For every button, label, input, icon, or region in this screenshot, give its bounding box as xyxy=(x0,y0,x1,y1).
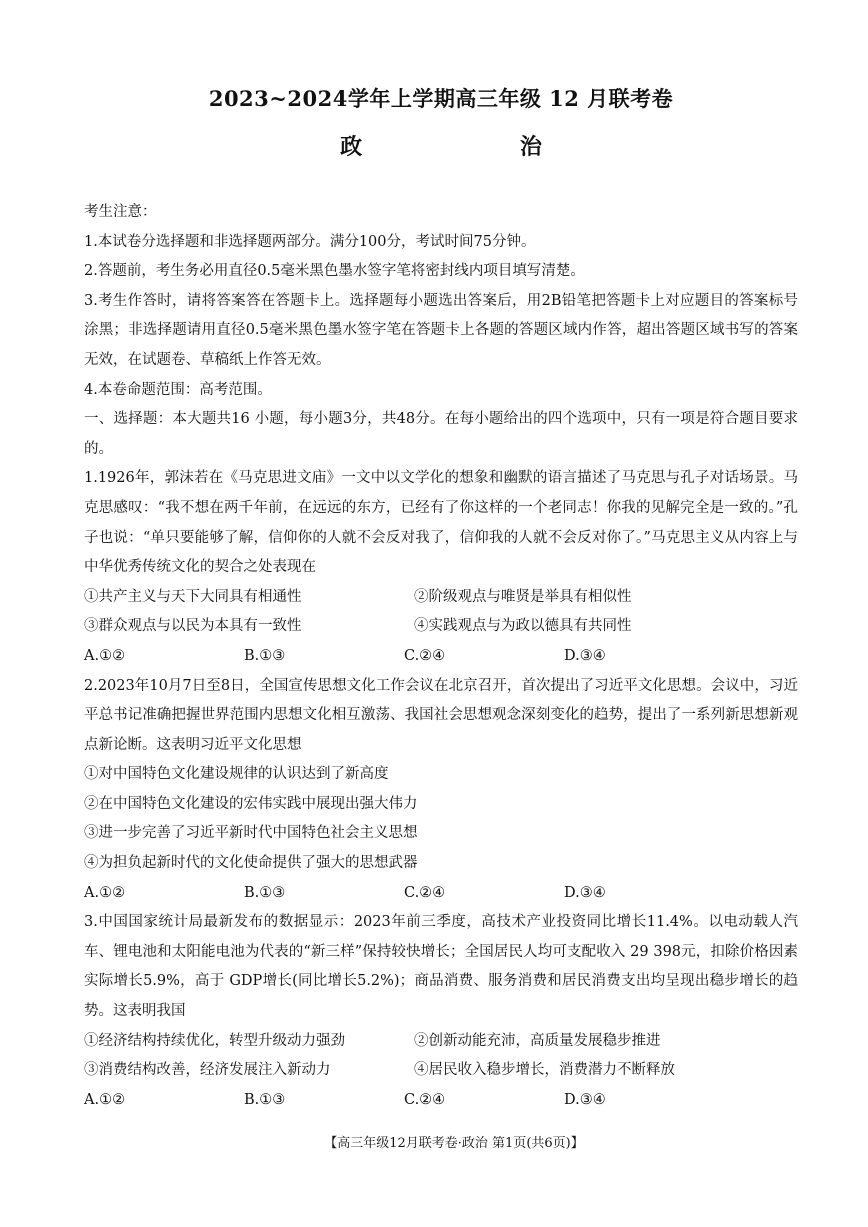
subject-title: 政 治 xyxy=(340,134,602,160)
question-stem: 2.2023年10月7日至8日，全国宣传思想文化工作会议在北京召开，首次提出了习近平文化思想。会议中，习近平总书记准确把握世界范围内思想文化相互激荡、我国社会思想观念深刻变化的趋势，提出了一系列新思想新观点新论断。这表明习近平文化思想 xyxy=(84,677,798,753)
statement: ②在中国特色文化建设的宏伟实践中展现出强大伟力 xyxy=(84,795,418,812)
question-2 xyxy=(84,672,798,909)
choice-d: D.③④ xyxy=(564,647,606,664)
choice-b: B.①③ xyxy=(244,647,286,664)
statement: ④为担负起新时代的文化使命提供了强大的思想武器 xyxy=(84,855,418,872)
page-footer: 【高三年级12月联考卷·政治 第1页(共6页)】 xyxy=(324,1136,584,1151)
statement: ④实践观点与为政以德具有共同性 xyxy=(414,618,632,635)
choice-b: B.①③ xyxy=(244,1091,286,1108)
choice-d: D.③④ xyxy=(564,1091,606,1108)
question-1 xyxy=(84,464,798,671)
statement-row xyxy=(84,1027,798,1057)
notice-item: 4.本卷命题范围：高考范围。 xyxy=(84,381,272,398)
choice-d: D.③④ xyxy=(564,884,606,901)
choice-c: C.②④ xyxy=(404,884,446,901)
statement: ②创新动能充沛，高质量发展稳步推进 xyxy=(414,1032,661,1049)
exam-title: 2023~2024学年上学期高三年级 12 月联考卷 xyxy=(208,86,674,111)
statement: ③进一步完善了习近平新时代中国特色社会主义思想 xyxy=(84,825,418,842)
section-heading: 一、选择题：本大题共16 小题，每小题3分，共48分。在每小题给出的四个选项中，只有一项是符合题目要求的。 xyxy=(84,411,798,457)
choice-a: A.①② xyxy=(84,647,126,664)
statement-row xyxy=(84,583,798,613)
choice-row xyxy=(84,642,798,672)
choice-a: A.①② xyxy=(84,884,126,901)
notice-item: 1.本试卷分选择题和非选择题两部分。满分100分，考试时间75分钟。 xyxy=(84,233,536,250)
choice-b: B.①③ xyxy=(244,884,286,901)
question-3 xyxy=(84,908,798,1115)
notice-item: 3.考生作答时，请将答案答在答题卡上。选择题每小题选出答案后，用2B铅笔把答题卡上对应题目的答案标号涂黑；非选择题请用直径0.5毫米黑色墨水签字笔在答题卡上各题的答题区域内作答，超出答题区域书写的答案无效，在试题卷、草稿纸上作答无效。 xyxy=(84,292,798,368)
notice-heading: 考生注意： xyxy=(84,204,157,220)
statement: ③群众观点与以民为本具有一致性 xyxy=(84,618,302,635)
choice-c: C.②④ xyxy=(404,647,446,664)
statement: ④居民收入稳步增长，消费潜力不断释放 xyxy=(414,1062,675,1079)
choice-row xyxy=(84,1086,798,1116)
statement: ①对中国特色文化建设规律的认识达到了新高度 xyxy=(84,766,389,783)
choice-c: C.②④ xyxy=(404,1091,446,1108)
statement: ③消费结构改善，经济发展注入新动力 xyxy=(84,1062,331,1079)
statement: ①经济结构持续优化，转型升级动力强劲 xyxy=(84,1032,345,1049)
notice-block xyxy=(84,198,798,405)
statement: ①共产主义与天下大同具有相通性 xyxy=(84,588,302,605)
choice-row xyxy=(84,879,798,909)
statement-row xyxy=(84,1056,798,1086)
choice-a: A.①② xyxy=(84,1091,126,1108)
statement-row xyxy=(84,612,798,642)
statement: ②阶级观点与唯贤是举具有相似性 xyxy=(414,588,632,605)
notice-item: 2.答题前，考生务必用直径0.5毫米黑色墨水签字笔将密封线内项目填写清楚。 xyxy=(84,263,585,280)
question-stem: 1.1926年，郭沫若在《马克思进文庙》一文中以文学化的想象和幽默的语言描述了马克思与孔子对话场景。马克思感叹：“我不想在两千年前，在远远的东方，已经有了你这样的一个老同志！你我的见解完全是一致的。”孔子也说：“单只要能够了解，信仰你的人就不会反对我了，信仰我的人就不会反对你了。”马克思主义从内容上与中华优秀传统文化的契合之处表现在 xyxy=(84,470,798,576)
question-stem: 3.中国国家统计局最新发布的数据显示：2023年前三季度，高技术产业投资同比增长11.4%。以电动载人汽车、锂电池和太阳能电池为代表的“新三样”保持较快增长；全国居民人均可支配收入 29 398元，扣除价格因素实际增长5.9%，高于 GDP增长(同比增长5.2%)；商品消费、服务消费和居民消费支出均呈现出稳步增长的趋势。这表明我国 xyxy=(84,914,798,1020)
